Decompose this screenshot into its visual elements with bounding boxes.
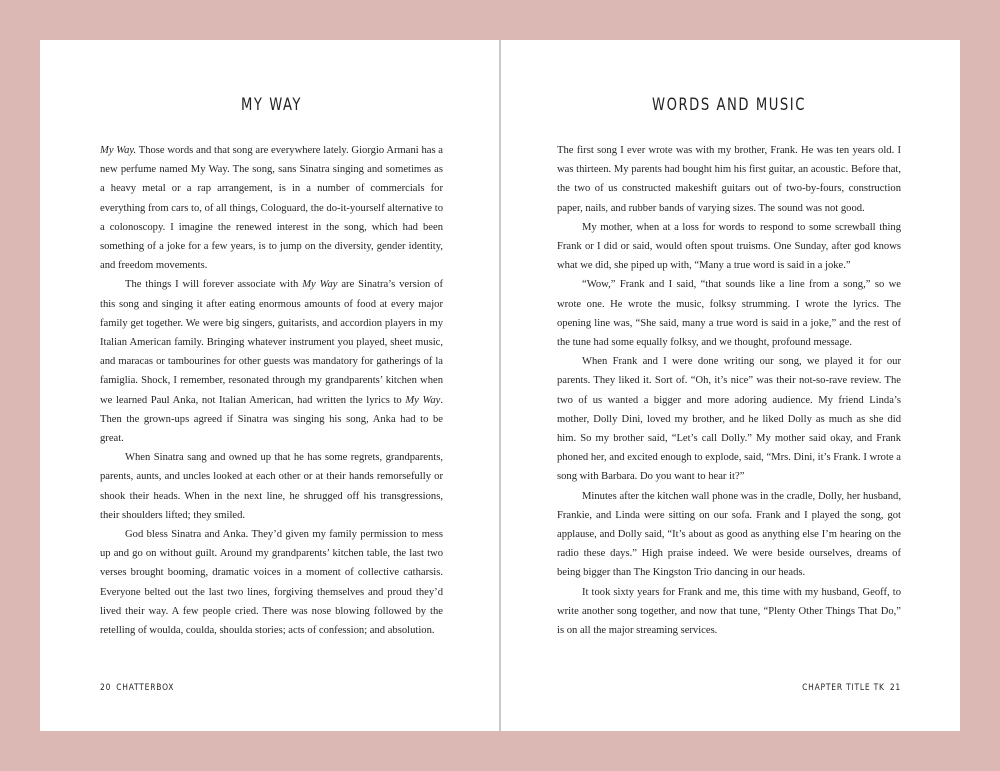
- left-page-title: MY WAY: [241, 95, 302, 115]
- paragraph-text: Those words and that song are everywhere lately. Giorgio Armani has a new perfume named My Way. The song, sans Sinatra singing and sometimes as a heavy metal or a rap arrangement, is in a number of commercials for everything from cars to, of all things, Cologuard, the do-it-yourself alternative to a colonoscopy. I imagine the renewed interest in the song, which had been something of a joke for a few years, is to jump on the diversity, gender identity, and freedom movements.: [100, 145, 443, 272]
- gutter-divider: [499, 40, 501, 731]
- paragraph: My mother, when at a loss for words to respond to some screwball thing Frank or I did or said, would often spout truisms. One Sunday, after god knows what we did, she piped up with, “Many a true word is said in a joke.”: [557, 221, 901, 272]
- right-page: [557, 40, 901, 731]
- paragraph: [100, 141, 443, 275]
- paragraph-text: are Sinatra’s version of this song and singing it after eating enormous amounts of food at every major family get together. We were big singers, guitarists, and accordion players in my Italian American family. Bringing whatever instrument you played, sheet music, and maracas or tambourines for other guests was mandatory for gatherings of la famiglia. Shock, I remember, resonated through my grandparents’ kitchen when we learned Paul Anka, not Italian American, had written the lyrics to: [100, 279, 444, 406]
- right-footer: [802, 682, 901, 692]
- right-page-title: WORDS AND MUSIC: [652, 95, 806, 115]
- paragraph: When Sinatra sang and owned up that he has some regrets, grandparents, parents, aunts, and uncles looked at each other or at their hands remorsefully or shook their heads. When in the next line, he shrugged off his transgressions, their shoulders lifted; they smiled.: [100, 452, 443, 521]
- italic-title: My Way.: [100, 145, 137, 156]
- paragraph: [100, 275, 443, 448]
- paragraph: It took sixty years for Frank and me, this time with my husband, Geoff, to write another song together, and now that tune, “Plenty Other Things That Do,” is on all the major streaming services.: [557, 586, 901, 637]
- paragraph: When Frank and I were done writing our song, we played it for our parents. They liked it. Sort of. “Oh, it’s nice” was their not-so-rave review. The two of us wanted a bigger and more adoring audience. My friend Linda’s mother, Dolly Dini, loved my brother, and he liked Dolly as much as she did him. So my brother said, “Let’s call Dolly.” My mother said okay, and Frank phoned her, and excited enough to explode, said, “Mrs. Dini, it’s Frank. I wrote a song with Barbara. Do you want to hear it?”: [557, 356, 901, 483]
- paragraph: Minutes after the kitchen wall phone was in the cradle, Dolly, her husband, Frankie, and Linda were sitting on our sofa. Frank and I played the song, got applause, and Dolly said, “It’s about as good as anything else I’m hearing on the radio these days.” High praise indeed. We were beside ourselves, dreams of being bigger than The Kingston Trio dancing in our heads.: [557, 490, 901, 579]
- book-spread: [40, 40, 960, 731]
- right-page-body: [557, 141, 901, 640]
- page-number: 20: [100, 682, 112, 692]
- paragraph: “Wow,” Frank and I said, “that sounds like a line from a song,” so we wrote one. He wrote the music, folksy strumming. I wrote the lyrics. The opening line was, “She said, many a true word is said in a joke,” and the rest of the tune had some equally folksy, and we thought, profound message.: [557, 279, 901, 349]
- italic-title: My Way: [405, 394, 441, 406]
- paragraph-text: The things I will forever associate with: [125, 279, 303, 291]
- left-page-body: [100, 141, 443, 640]
- italic-title: My Way: [302, 279, 338, 291]
- running-head: CHATTERBOX: [116, 682, 175, 692]
- paragraph-text: . Then the grown-ups agreed if Sinatra was singing his song, Anka had to be great.: [100, 394, 444, 445]
- paragraph: The first song I ever wrote was with my brother, Frank. He was ten years old. I was thirteen. My parents had bought him his first guitar, an acoustic. Before that, the two of us constructed makeshift guitars out of two-by-fours, construction paper, nails, and rubber bands of varying sizes. The sound was not good.: [557, 145, 901, 214]
- left-footer: [100, 682, 174, 692]
- running-head: CHAPTER TITLE TK: [802, 682, 885, 692]
- left-page: [100, 40, 443, 731]
- page-number: 21: [889, 682, 901, 692]
- paragraph: God bless Sinatra and Anka. They’d given my family permission to mess up and go on without guilt. Around my grandparents’ kitchen table, the last two verses brought booming, dramatic voices in a moment of collective catharsis. Everyone belted out the last two lines, forgiving themselves and proud they’d lived their way. A few people cried. There was nose blowing followed by the retelling of woulda, coulda, shoulda stories; acts of confession; and absolution.: [100, 529, 443, 637]
